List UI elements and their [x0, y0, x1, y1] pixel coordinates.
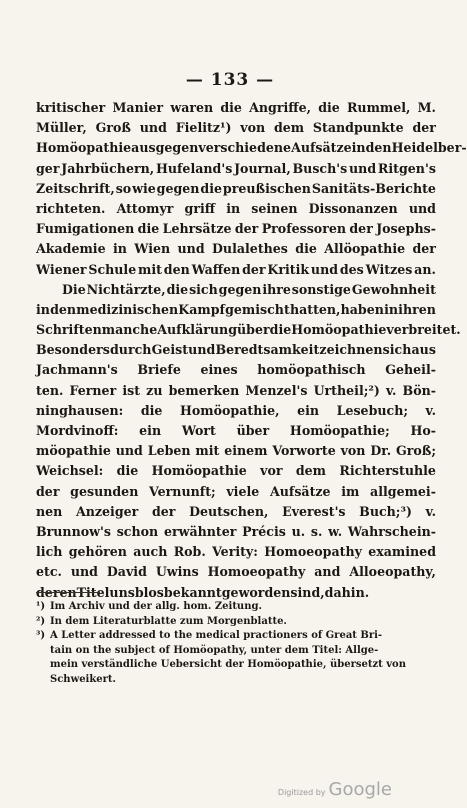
word: so — [115, 180, 132, 196]
word: ten. — [36, 382, 64, 398]
footnote-mark: ³) — [36, 630, 46, 641]
word: und — [408, 200, 436, 216]
word: in — [112, 241, 127, 257]
word: Brunnow's — [36, 523, 111, 539]
word: erwähnter — [163, 523, 237, 539]
word: Briefe — [137, 362, 181, 378]
word: von — [340, 443, 366, 459]
word: ihre — [262, 281, 291, 297]
word: medizinischen — [76, 301, 179, 317]
word: der — [234, 221, 259, 237]
word: gemischt — [225, 301, 290, 317]
word: v. — [425, 503, 436, 519]
word: über — [237, 322, 270, 338]
footnote-mark: ¹) — [36, 601, 46, 612]
word: manche — [101, 322, 158, 338]
word: gegen — [156, 180, 200, 196]
word: Menzel's — [245, 382, 308, 398]
text-line — [36, 441, 436, 461]
word: Groß — [95, 120, 131, 136]
word: Die — [62, 281, 86, 297]
word: die — [137, 221, 160, 237]
footnote-1 — [36, 600, 436, 615]
word: ein — [297, 402, 320, 418]
word: sonstige — [291, 281, 351, 297]
word: Hufeland's — [155, 160, 233, 176]
word: Heidelber- — [391, 140, 467, 156]
footnote-mark: ²) — [36, 615, 46, 627]
word: Sanitäts-Berichte — [311, 180, 436, 196]
word: griff — [184, 200, 216, 216]
word: Rob. — [173, 544, 206, 560]
text-line — [36, 562, 436, 582]
footnote-continuation: Schweikert. — [50, 673, 117, 685]
word: an. — [414, 261, 436, 277]
word: viele — [226, 483, 260, 499]
word: Homoeopathy — [207, 564, 306, 580]
word: Wort — [181, 423, 216, 438]
word: Allöopathie — [324, 241, 406, 257]
text-line — [36, 542, 436, 562]
word: die — [220, 100, 242, 115]
word: haben — [340, 301, 384, 317]
word: dem — [295, 463, 327, 479]
word: und — [188, 342, 216, 358]
word: Angriffe, — [249, 100, 312, 115]
word: Leben — [147, 443, 191, 459]
word: Lesebuch; — [336, 402, 408, 418]
word: Homöopathie, — [180, 402, 280, 418]
word: Homöopathie; — [289, 423, 390, 438]
word: u. — [291, 523, 306, 539]
text-line — [36, 360, 436, 380]
word: Urtheil;²) — [313, 382, 380, 398]
word: Rummel, — [346, 100, 411, 115]
word: der — [242, 261, 266, 277]
word: Ritgen's — [377, 160, 436, 176]
word: Fumigationen — [36, 221, 135, 237]
word: Geheil- — [385, 362, 436, 378]
word: über — [236, 423, 270, 438]
word: examined — [368, 544, 436, 560]
word: verschiedene — [198, 140, 292, 156]
word: wie — [132, 180, 156, 196]
text-line — [36, 260, 436, 280]
word: die — [318, 100, 340, 115]
word: Vorworte — [272, 443, 336, 459]
word: Vernunft; — [149, 483, 216, 499]
word: gehören — [68, 544, 127, 560]
word: Waffen — [191, 261, 241, 277]
word: M. — [417, 100, 436, 115]
word: die — [166, 281, 189, 297]
word: Beredtsamkeit — [215, 342, 320, 358]
word: Mordvinoff: — [36, 423, 119, 438]
word: verbreitet. — [386, 322, 461, 338]
word: and — [314, 564, 341, 580]
word: Anzeiger — [75, 503, 139, 519]
word: blos — [134, 584, 164, 600]
word: Dulalethes — [212, 241, 288, 257]
word: gegen — [155, 140, 199, 156]
footnote-continuation: mein verständliche Uebersicht der Homöopathie, übersetzt von — [50, 659, 406, 670]
footnotes — [36, 600, 436, 687]
word: Aufsätze — [291, 140, 352, 156]
word: der — [151, 503, 176, 519]
word: Busch's — [292, 160, 348, 176]
text-line — [36, 461, 436, 481]
word: von — [240, 120, 266, 136]
word: bemerken — [168, 382, 240, 398]
word: Everest's — [282, 503, 346, 519]
text-line — [36, 340, 436, 360]
word: Uwins — [155, 564, 199, 580]
word: sind, — [290, 584, 325, 600]
word: Précis — [242, 523, 286, 539]
word: Ho- — [410, 423, 436, 438]
word: ger — [36, 160, 60, 176]
word: zu — [146, 382, 163, 398]
footnote-divider — [36, 592, 100, 593]
word: Ferner — [69, 382, 117, 398]
text-line — [36, 502, 436, 522]
word: waren — [170, 100, 214, 115]
word: Aufsätze — [269, 483, 331, 499]
word: deren — [36, 584, 77, 600]
word: Deutschen, — [189, 503, 269, 519]
word: zeichnen — [319, 342, 383, 358]
word: nen — [36, 503, 63, 519]
page-number: — 133 — — [185, 70, 275, 90]
text-line — [36, 159, 436, 179]
text-line — [36, 280, 436, 300]
word: Lehrsätze — [162, 221, 232, 237]
word: ihren — [398, 301, 436, 317]
word: Titel — [76, 584, 110, 600]
word: allgemei- — [370, 483, 436, 499]
watermark-prefix: Digitized by — [277, 788, 326, 797]
word: im — [341, 483, 360, 499]
word: Buch;³) — [359, 503, 412, 519]
word: ninghausen: — [36, 402, 124, 418]
footnote-text: A Letter addressed to the medical practioners of Great Bri- — [50, 630, 383, 641]
word: richteten. — [36, 200, 106, 216]
word: Aufklärung — [157, 322, 238, 338]
text-line — [36, 320, 461, 340]
word: aus — [411, 342, 436, 358]
text-line — [36, 98, 436, 118]
word: Standpunkte — [312, 120, 404, 136]
word: Manier — [112, 100, 164, 115]
word: Homöopathie — [36, 140, 132, 156]
word: Weichsel: — [36, 463, 104, 479]
word: möopathie — [36, 443, 111, 459]
text-line — [36, 179, 436, 199]
text-line — [36, 239, 436, 259]
word: Wien — [134, 241, 171, 257]
word: der — [349, 221, 373, 237]
text-line — [36, 118, 436, 138]
body-text — [36, 98, 467, 603]
word: Dissonanzen — [308, 200, 398, 216]
word: s. — [310, 523, 323, 539]
word: Jachmann's — [36, 362, 118, 378]
word: Nichtärzte, — [86, 281, 166, 297]
word: dem — [273, 120, 305, 136]
word: Akademie — [36, 241, 106, 257]
word: Jahrbüchern, — [61, 160, 155, 176]
word: Kampf — [178, 301, 225, 317]
word: Besonders — [36, 342, 110, 358]
word: etc. — [36, 564, 62, 580]
word: gesunden — [70, 483, 139, 499]
word: in — [36, 301, 50, 317]
word: Wahrschein- — [347, 523, 436, 539]
word: Fielitz¹) — [175, 120, 232, 136]
word: Schule — [88, 261, 137, 277]
word: der — [412, 120, 436, 136]
google-logo: Google — [328, 779, 392, 800]
word: einem — [224, 443, 268, 459]
word: Verity: — [212, 544, 258, 560]
text-line — [36, 401, 436, 421]
word: in — [226, 200, 241, 216]
word: v. — [425, 402, 436, 418]
footnote-text: In dem Literaturblatte zum Morgenblatte. — [50, 615, 287, 627]
word: preußischen — [222, 180, 311, 196]
word: Kritik — [267, 261, 310, 277]
word: seinen — [251, 200, 298, 216]
word: in — [384, 301, 399, 317]
word: Homöopathie — [151, 463, 247, 479]
word: und — [177, 241, 205, 257]
word: bekannt — [163, 584, 222, 600]
word: kritischer — [36, 100, 106, 115]
word: der — [36, 483, 60, 499]
word: und — [115, 443, 143, 459]
word: Schriften — [36, 322, 102, 338]
word: Journal, — [234, 160, 291, 176]
text-line — [36, 300, 436, 320]
word: homöopathisch — [257, 362, 366, 378]
word: geworden — [221, 584, 291, 600]
word: und — [310, 261, 339, 277]
word: Professoren — [261, 221, 347, 237]
word: ein — [139, 423, 162, 438]
word: mit — [195, 443, 220, 459]
word: uns — [109, 584, 135, 600]
word: die — [295, 241, 317, 257]
word: in — [351, 140, 366, 156]
word: die — [269, 322, 292, 338]
word: Alloeopathy, — [349, 564, 436, 580]
word: Groß; — [395, 443, 436, 459]
word: Witzes — [365, 261, 413, 277]
word: Homöopathie — [291, 322, 387, 338]
text-line — [36, 421, 436, 441]
word: den — [163, 261, 190, 277]
word: hatten, — [289, 301, 341, 317]
word: v. — [385, 382, 397, 398]
word: David — [106, 564, 147, 580]
word: die — [140, 402, 163, 418]
text-line — [36, 219, 436, 239]
text-line — [36, 199, 436, 219]
word: lich — [36, 544, 63, 560]
word: der — [412, 241, 436, 257]
word: dahin. — [324, 584, 370, 600]
text-line — [36, 381, 436, 401]
word: Bön- — [402, 382, 436, 398]
word: Gewohnheit — [351, 281, 436, 297]
text-line — [36, 138, 467, 158]
word: des — [339, 261, 364, 277]
word: die — [116, 463, 139, 479]
word: eines — [200, 362, 238, 378]
word: den — [50, 301, 77, 317]
word: Wiener — [36, 261, 87, 277]
word: den — [365, 140, 392, 156]
footnote-3 — [36, 629, 436, 644]
word: schon — [116, 523, 159, 539]
word: auch — [133, 544, 168, 560]
word: sich — [189, 281, 218, 297]
word: gegen — [218, 281, 262, 297]
word: Zeitschrift, — [36, 180, 115, 196]
digitization-watermark — [278, 779, 392, 800]
word: w. — [328, 523, 343, 539]
footnote-text: Im Archiv und der allg. hom. Zeitung. — [50, 601, 262, 612]
word: und — [70, 564, 98, 580]
word: Geist — [151, 342, 189, 358]
footnote-continuation: tain on the subject of Homöopathy, unter dem Titel: Allge- — [50, 644, 379, 656]
text-line — [36, 522, 436, 542]
word: Homoeopathy — [264, 544, 362, 560]
word: durch — [110, 342, 152, 358]
word: Josephs- — [376, 221, 436, 237]
word: Attomyr — [116, 200, 174, 216]
word: Müller, — [36, 120, 87, 136]
word: die — [200, 180, 222, 196]
word: und — [139, 120, 167, 136]
word: sich — [382, 342, 412, 358]
word: ist — [122, 382, 141, 398]
footnote-2 — [36, 615, 436, 630]
word: Richterstuhle — [339, 463, 436, 479]
word: vor — [260, 463, 283, 479]
word: mit — [138, 261, 162, 277]
text-line — [36, 482, 436, 502]
word: aus — [131, 140, 156, 156]
word: und — [349, 160, 377, 176]
word: Dr. — [370, 443, 392, 459]
